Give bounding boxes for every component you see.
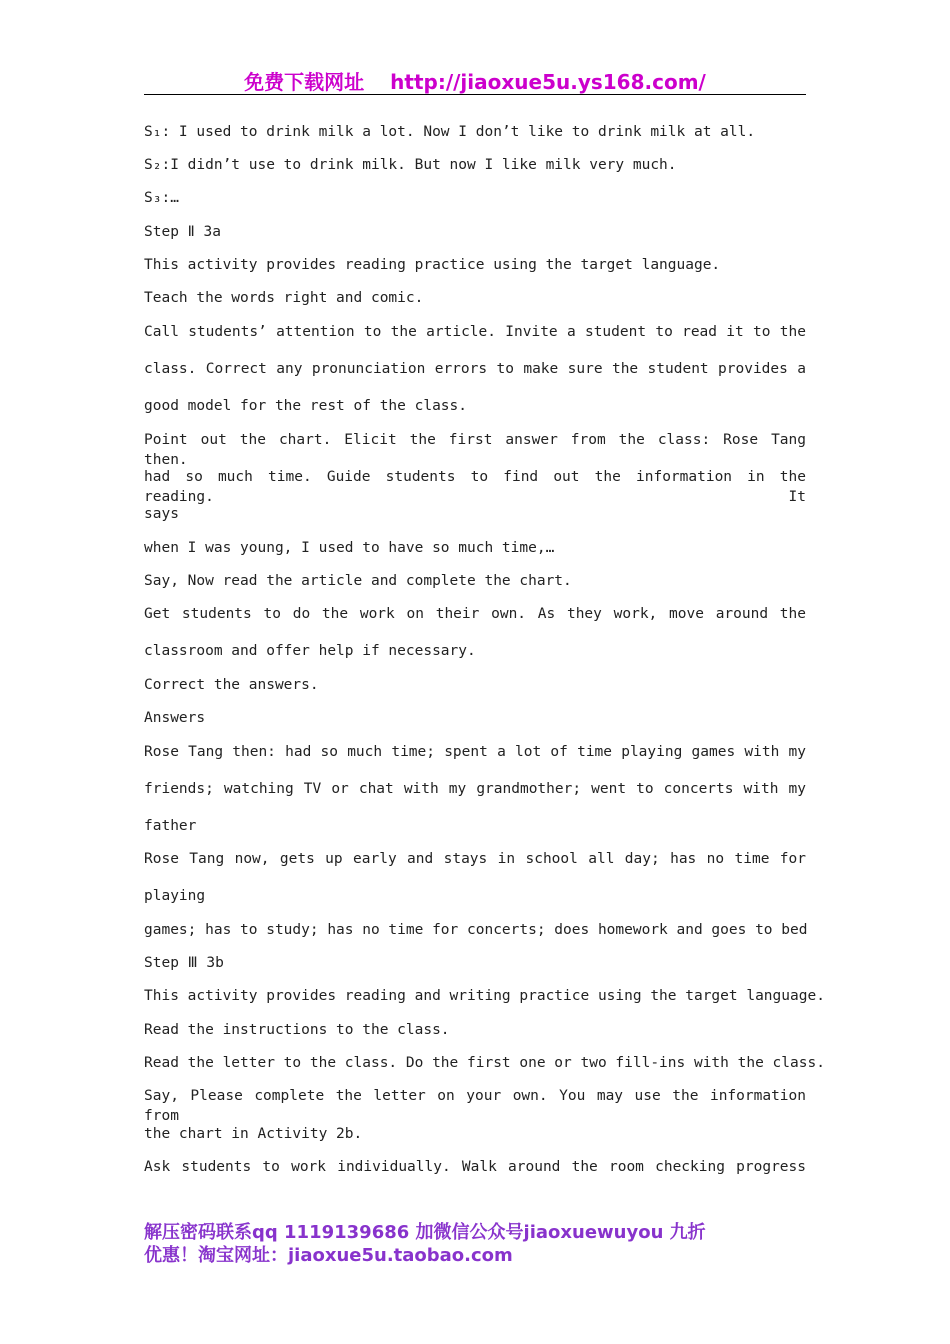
text-line: games; has to study; has no time for concerts; does homework and goes to bed: [144, 922, 808, 938]
text-line: S₁: I used to drink milk a lot. Now I don’t like to drink milk at all.: [144, 124, 756, 140]
text-line: good model for the rest of the class.: [144, 398, 468, 414]
header-label: 免费下载网址: [244, 70, 365, 94]
section-heading: Step Ⅲ 3b: [144, 955, 224, 971]
text-line: classroom and offer help if necessary.: [144, 643, 476, 659]
text-line: Say, Now read the article and complete the chart.: [144, 573, 572, 589]
page-header: [144, 66, 806, 95]
footer-shop-link[interactable]: 优惠！淘宝网址：jiaoxue5u.taobao.com: [144, 1245, 513, 1266]
text-line: Ask students to work individually. Walk around the room checking progress: [144, 1159, 806, 1175]
text-line: Call students’ attention to the article. Invite a student to read it to the: [144, 324, 806, 340]
text-line: S₃:…: [144, 190, 179, 206]
text-line: Read the letter to the class. Do the first one or two fill-ins with the class.: [144, 1055, 825, 1071]
text-line: This activity provides reading practice using the target language.: [144, 257, 721, 273]
text-line: had so much time. Guide students to find out the information in the reading. It: [144, 469, 806, 505]
text-line: Read the instructions to the class.: [144, 1022, 450, 1038]
text-line: father: [144, 818, 197, 834]
text-line: says: [144, 506, 179, 522]
header-divider: [144, 94, 806, 95]
text-line: Correct the answers.: [144, 677, 319, 693]
text-line: S₂:I didn’t use to drink milk. But now I like milk very much.: [144, 157, 677, 173]
text-line: Rose Tang now, gets up early and stays in school all day; has no time for: [144, 851, 806, 867]
text-line: Point out the chart. Elicit the first answer from the class: Rose Tang then.: [144, 432, 806, 468]
text-line: class. Correct any pronunciation errors to make sure the student provides a: [144, 361, 806, 377]
text-line: when I was young, I used to have so much time,…: [144, 540, 555, 556]
text-line: Rose Tang then: had so much time; spent a lot of time playing games with my: [144, 744, 806, 760]
text-line: Get students to do the work on their own. As they work, move around the: [144, 606, 806, 622]
text-line: the chart in Activity 2b.: [144, 1126, 363, 1142]
text-line: playing: [144, 888, 206, 904]
text-line: This activity provides reading and writing practice using the target language.: [144, 988, 825, 1004]
header-url-link[interactable]: http://jiaoxue5u.ys168.com/: [390, 70, 706, 94]
section-heading: Step Ⅱ 3a: [144, 224, 221, 240]
text-line: friends; watching TV or chat with my grandmother; went to concerts with my: [144, 781, 806, 797]
text-line: Teach the words right and comic.: [144, 290, 424, 306]
text-line: Say, Please complete the letter on your own. You may use the information from: [144, 1088, 806, 1124]
footer-contact: 解压密码联系qq 1119139686 加微信公众号jiaoxuewuyou 九折: [144, 1222, 706, 1243]
text-line: Answers: [144, 710, 206, 726]
